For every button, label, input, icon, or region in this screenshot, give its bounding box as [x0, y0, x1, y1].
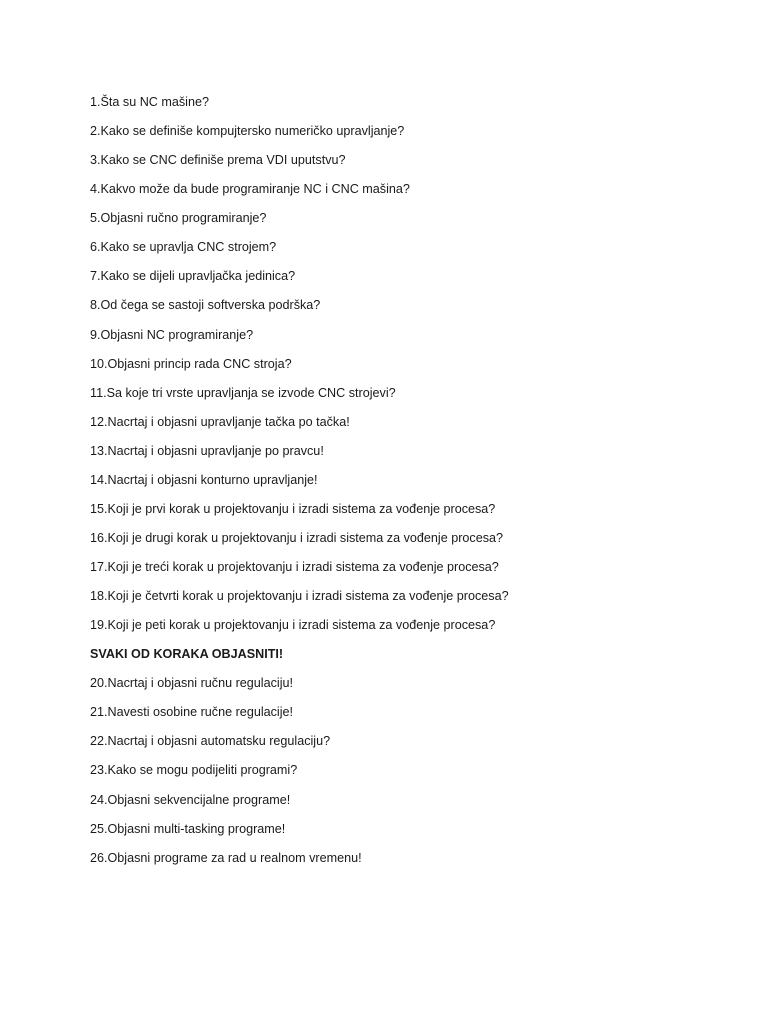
question-item: 9.Objasni NC programiranje?	[90, 327, 254, 342]
question-item: 1.Šta su NC mašine?	[90, 95, 209, 109]
question-item: 23.Kako se mogu podijeliti programi?	[90, 763, 298, 778]
question-item: 15.Koji je prvi korak u projektovanju i izradi sistema za vođenje procesa?	[90, 501, 496, 516]
question-item: 22.Nacrtaj i objasni automatsku regulaciju?	[90, 734, 331, 749]
question-item: 18.Koji je četvrti korak u projektovanju i izradi sistema za vođenje procesa?	[90, 589, 509, 604]
question-item: 17.Koji je treći korak u projektovanju i izradi sistema za vođenje procesa?	[90, 560, 499, 574]
question-item: 20.Nacrtaj i objasni ručnu regulaciju!	[90, 676, 294, 691]
question-item: 16.Koji je drugi korak u projektovanju i izradi sistema za vođenje procesa?	[90, 530, 504, 545]
question-item: 3.Kako se CNC definiše prema VDI uputstvu?	[90, 153, 346, 168]
question-item: 13.Nacrtaj i objasni upravljanje po pravcu!	[90, 443, 324, 458]
question-item: 21.Navesti osobine ručne regulacije!	[90, 705, 294, 720]
question-list	[90, 93, 730, 878]
question-item: 2.Kako se definiše kompujtersko numeričko upravljanje?	[90, 124, 405, 139]
question-item: 24.Objasni sekvencijalne programe!	[90, 792, 291, 807]
question-item: 14.Nacrtaj i objasni konturno upravljanje!	[90, 472, 318, 487]
question-item: 26.Objasni programe za rad u realnom vremenu!	[90, 850, 362, 865]
question-item: 7.Kako se dijeli upravljačka jedinica?	[90, 269, 296, 284]
question-item: 5.Objasni ručno programiranje?	[90, 211, 267, 226]
question-item: 12.Nacrtaj i objasni upravljanje tačka po tačka!	[90, 414, 350, 429]
question-item: 25.Objasni multi-tasking programe!	[90, 821, 286, 836]
question-item: 19.Koji je peti korak u projektovanju i izradi sistema za vođenje procesa?	[90, 618, 496, 633]
section-note: SVAKI OD KORAKA OBJASNITI!	[90, 647, 284, 662]
question-item: 6.Kako se upravlja CNC strojem?	[90, 240, 277, 255]
question-item: 4.Kakvo može da bude programiranje NC i CNC mašina?	[90, 182, 410, 197]
question-item: 11.Sa koje tri vrste upravljanja se izvode CNC strojevi?	[90, 385, 396, 400]
question-item: 10.Objasni princip rada CNC stroja?	[90, 356, 292, 371]
question-item: 8.Od čega se sastoji softverska podrška?	[90, 298, 321, 313]
